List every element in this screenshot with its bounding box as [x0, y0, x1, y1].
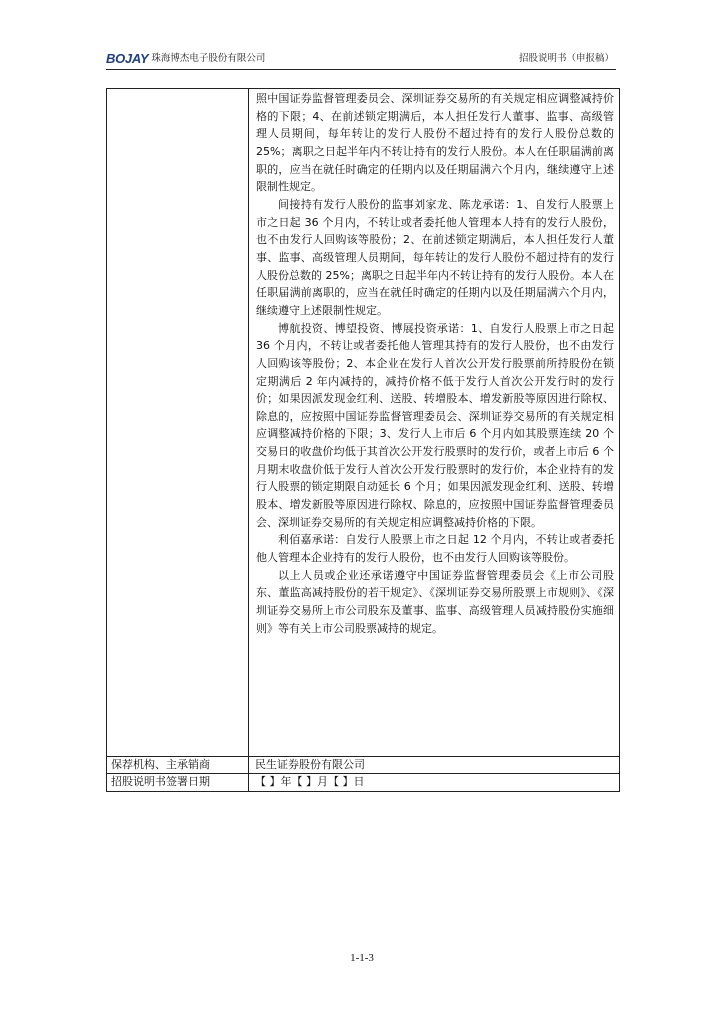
- header-left: [106, 52, 265, 66]
- page-number: 1-1-3: [350, 952, 374, 964]
- paragraph: 间接持有发行人股份的监事刘家龙、陈龙承诺：1、自发行人股票上市之日起 36 个月内，不转让或者委托他人管理本人持有的发行人股份，也不由发行人回购该等股份；2、在前述锁定期满后，本人担任发行人董事、监事、高级管理人员期间，每年转让的发行人股份不超过持有的发行人股份总数的 25%；离职之日起半年内不转让持有的发行人股份。本人在任职届满前离职的，应当在就任时确定的任期内以及任期届满六个月内，继续遵守上述限制性规定。: [256, 197, 614, 317]
- page-header: [106, 48, 616, 70]
- sponsor-label: 保荐机构、主承销商: [111, 758, 210, 771]
- signing-date-label: 招股说明书签署日期: [111, 775, 210, 788]
- info-table: [106, 88, 620, 792]
- column-divider: [248, 89, 249, 791]
- paragraph: 利佰嘉承诺：自发行人股票上市之日起 12 个月内，不转让或者委托他人管理本企业持有的发行人股份，也不由发行人回购该等股份。: [256, 533, 614, 565]
- document-title: 招股说明书（申报稿）: [518, 53, 614, 64]
- sponsor-value: 民生证券股份有限公司: [255, 758, 365, 771]
- paragraph: 博航投资、博望投资、博展投资承诺：1、自发行人股票上市之日起 36 个月内，不转让或者委托他人管理其持有的发行人股份，也不由发行人回购该等股份；2、本企业在发行人首次公开发行股票前所持股份在锁定期满后 2 年内减持的，减持价格不低于发行人首次公开发行时的发行价；如果因派发现金红利、送股、转增股本、增发新股等原因进行除权、除息的，应按照中国证券监督管理委员会、深圳证券交易所的有关规定相应调整减持价格的下限；3、发行人上市后 6 个月内如其股票连续 20 个交易日的收盘价均低于其首次公开发行股票时的发行价，或者上市后 6 个月期末收盘价低于发行人首次公开发行股票时的发行价，本企业持有的发行人股票的锁定期限自动延长 6 个月；如果因派发现金红利、送股、转增股本、增发新股等原因进行除权、除息的，应按照中国证券监督管理委员会、深圳证券交易所的有关规定相应调整减持价格的下限。: [256, 321, 614, 529]
- header-rule: [106, 69, 616, 70]
- company-logo: BOJAY: [106, 51, 149, 66]
- signing-date-value: 【 】年【 】月【 】日: [255, 775, 365, 788]
- paragraph: 照中国证券监督管理委员会、深圳证券交易所的有关规定相应调整减持价格的下限；4、在前述锁定期满后，本人担任发行人董事、监事、高级管理人员期间，每年转让的发行人股份不超过持有的发行人股份总数的 25%；离职之日起半年内不转让持有的发行人股份。本人在任职届满前离职的，应当在就任时确定的任期内以及任期届满六个月内，继续遵守上述限制性规定。: [256, 92, 614, 194]
- paragraph: 以上人员或企业还承诺遵守中国证券监督管理委员会《上市公司股东、董监高减持股份的若干规定》、《深圳证券交易所股票上市规则》、《深圳证券交易所上市公司股东及董事、监事、高级管理人员减持股份实施细则》等有关上市公司股票减持的规定。: [256, 568, 614, 635]
- company-name: 珠海博杰电子股份有限公司: [151, 53, 266, 64]
- commitment-text: [256, 90, 614, 637]
